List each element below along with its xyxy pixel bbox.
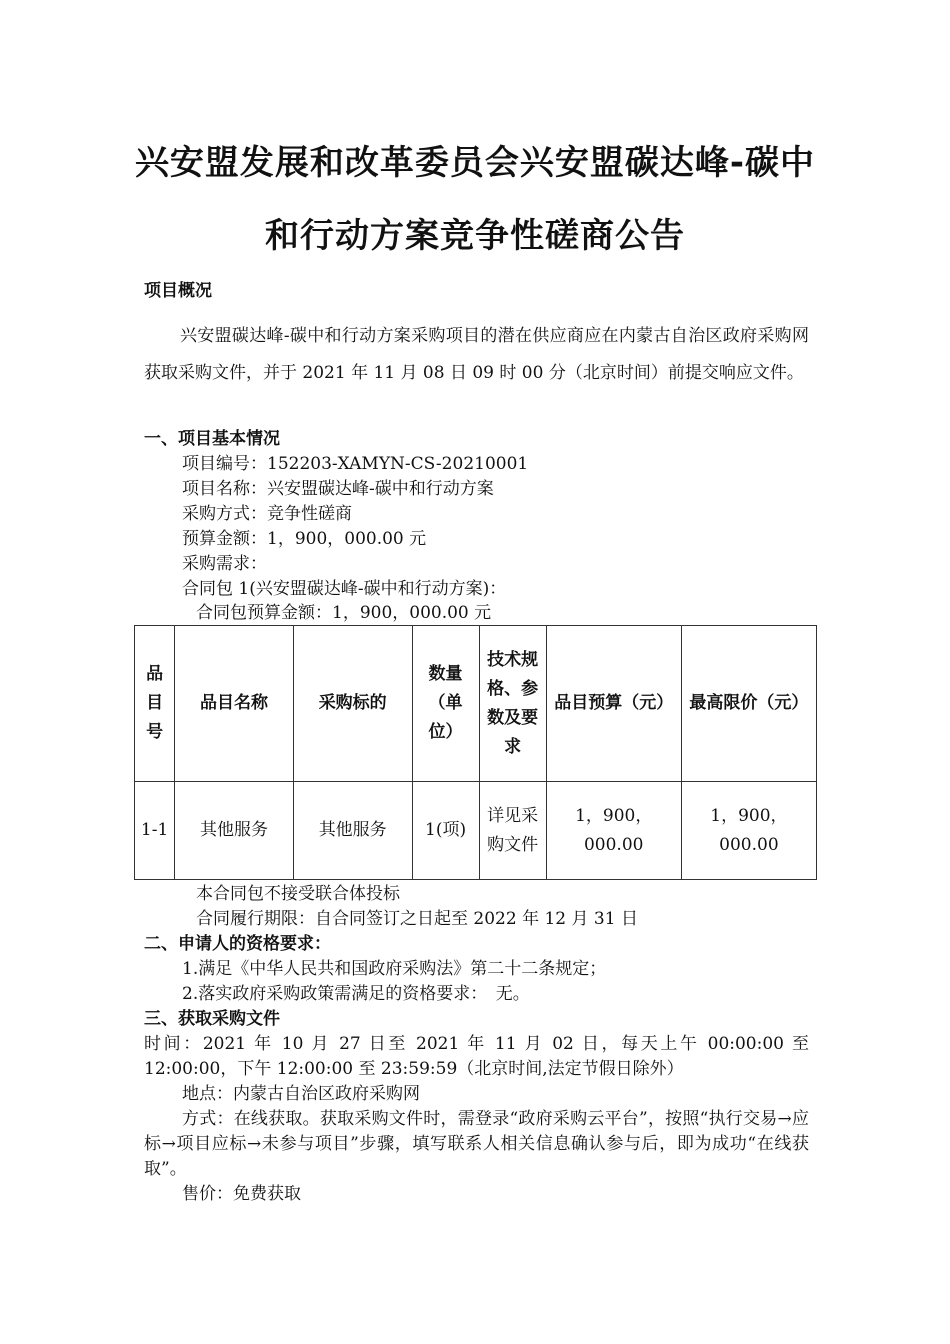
acquire-price: 售价：免费获取 [182, 1184, 301, 1204]
document-title-line1: 兴安盟发展和改革委员会兴安盟碳达峰-碳中 [134, 143, 816, 183]
table-header-row [135, 626, 817, 782]
procurement-method: 采购方式：竞争性磋商 [182, 504, 352, 524]
header-spec: 技术规格、参数及要求 [479, 626, 546, 782]
cell-item-no: 1-1 [135, 782, 175, 880]
document-title-line2: 和行动方案竞争性磋商公告 [265, 216, 685, 256]
header-target: 采购标的 [293, 626, 412, 782]
header-item-no: 品目号 [135, 626, 175, 782]
overview-heading: 项目概况 [144, 281, 212, 301]
project-number: 项目编号：152203-XAMYN-CS-20210001 [182, 454, 529, 474]
cell-item-budget: 1，900，000.00 [546, 782, 681, 880]
section2-heading: 二、申请人的资格要求： [144, 934, 331, 954]
header-item-budget: 品目预算（元） [546, 626, 681, 782]
cell-spec: 详见采购文件 [479, 782, 546, 880]
overview-text: 兴安盟碳达峰-碳中和行动方案采购项目的潜在供应商应在内蒙古自治区政府采购网获取采购文件，并于 2021 年 11 月 08 日 09 时 00 分（北京时间）前提交响应文件。 [144, 326, 809, 383]
cell-quantity: 1(项) [412, 782, 479, 880]
package-budget: 合同包预算金额：1，900，000.00 元 [196, 603, 492, 623]
items-table [134, 625, 817, 880]
acquire-way: 方式：在线获取。获取采购文件时，需登录“政府采购云平台”，按照“执行交易→应标→项目应标→未参与项目”步骤，填写联系人相关信息确认参与后，即为成功“在线获取”。 [144, 1109, 809, 1179]
contract-package: 合同包 1(兴安盟碳达峰-碳中和行动方案)： [182, 579, 507, 599]
section1-heading: 一、项目基本情况 [144, 429, 280, 449]
cell-max-price: 1，900，000.00 [681, 782, 816, 880]
section3-heading: 三、获取采购文件 [144, 1009, 280, 1029]
acquire-place: 地点：内蒙古自治区政府采购网 [182, 1084, 420, 1104]
procurement-demand: 采购需求： [182, 554, 267, 574]
table-row [135, 782, 817, 880]
contract-period: 合同履行期限：自合同签订之日起至 2022 年 12 月 31 日 [196, 909, 638, 929]
header-max-price: 最高限价（元） [681, 626, 816, 782]
qualification-1: 1.满足《中华人民共和国政府采购法》第二十二条规定； [182, 959, 607, 979]
no-joint-bid: 本合同包不接受联合体投标 [196, 884, 400, 904]
qualification-2: 2.落实政府采购政策需满足的资格要求： 无。 [182, 984, 530, 1004]
cell-target: 其他服务 [293, 782, 412, 880]
header-quantity: 数量（单位） [412, 626, 479, 782]
acquire-time: 时间：2021 年 10 月 27 日至 2021 年 11 月 02 日，每天上午 00:00:00 至 12:00:00，下午 12:00:00 至 23:59:59（北京时间,法定节假日除外） [144, 1034, 809, 1079]
cell-item-name: 其他服务 [175, 782, 294, 880]
project-name: 项目名称：兴安盟碳达峰-碳中和行动方案 [182, 479, 494, 499]
header-item-name: 品目名称 [175, 626, 294, 782]
budget-amount: 预算金额：1，900，000.00 元 [182, 529, 427, 549]
